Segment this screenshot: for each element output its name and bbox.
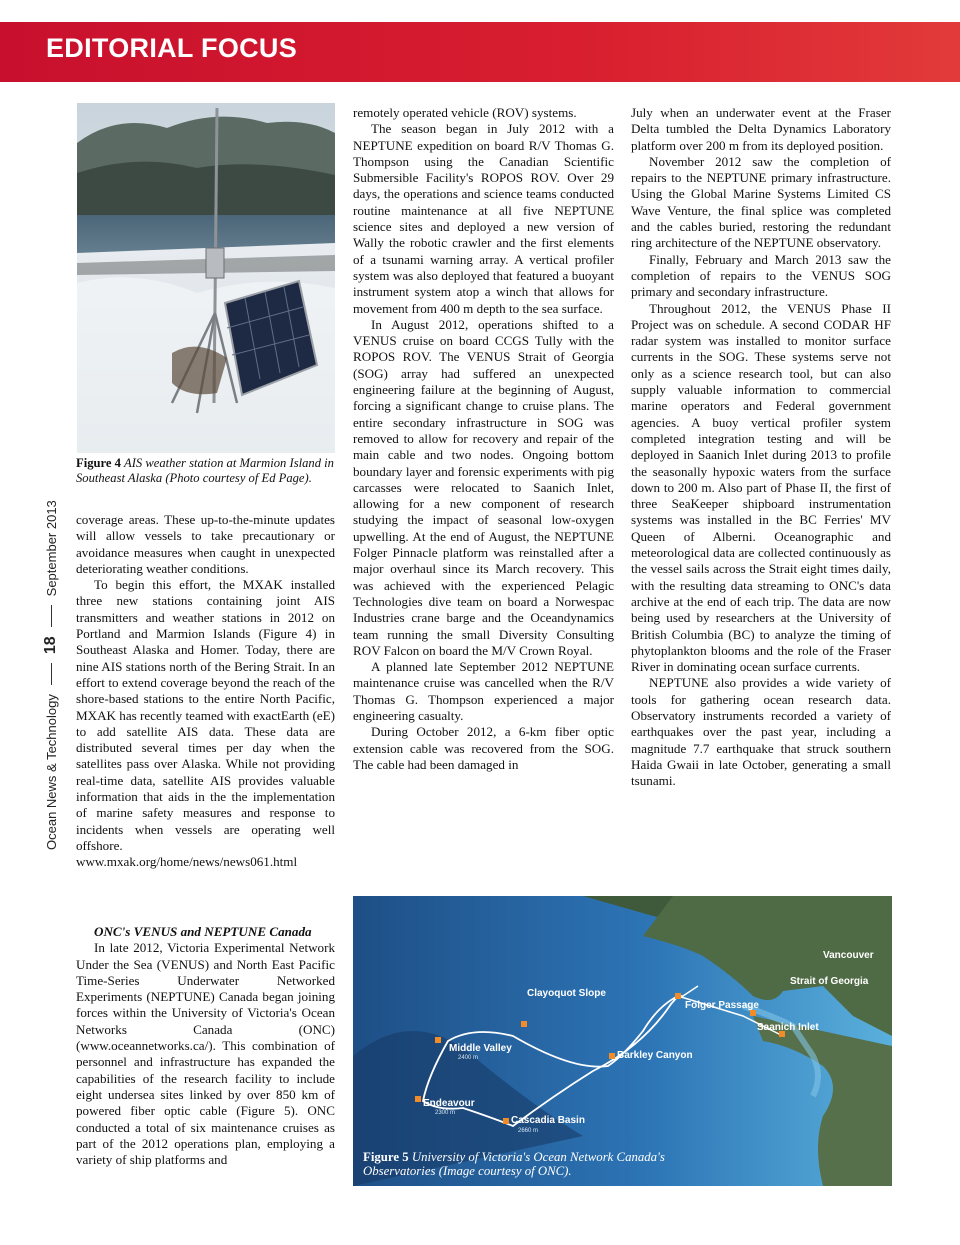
figure-4-caption-text: AIS weather station at Marmion Island in Southeast Alaska (Photo courtesy of Ed Page). (76, 456, 334, 485)
figure-5-map (353, 896, 892, 1186)
section-title: ONC's VENUS and NEPTUNE Canada (94, 924, 312, 939)
figure-4-caption (76, 456, 335, 485)
section-header-title: EDITORIAL FOCUS (46, 33, 298, 63)
figure-5-caption-text: University of Victoria's Ocean Network Canada's Observatories (Image courtesy of ONC). (363, 1150, 665, 1178)
paragraph: The season began in July 2012 with a NEPTUNE expedition on board R/V Thomas G. Thompson using the Canadian Scientific Submersible Facility's ROPOS ROV. Over 29 days, the operations and science teams conducted routine maintenance at all five NEPTUNE science sites and deployed a new version of Wally the robotic crawler and the first elements of a tsunami warning array. A vertical profiler system was also deployed that featured a buoyant instrument system atop a winch that allows for movement from 400 m depth to the sea surface. (353, 121, 614, 316)
paragraph: During October 2012, a 6-km fiber optic extension cable was recovered from the SOG. The cable had been damaged in (353, 724, 614, 772)
map-label-barkley: Barkley Canyon (617, 1050, 693, 1061)
paragraph: July when an underwater event at the Fraser Delta tumbled the Delta Dynamics Laboratory platform over 200 m from its deployed position. (631, 105, 891, 153)
paragraph: In August 2012, operations shifted to a VENUS cruise on board CCGS Tully with the ROPOS ROV. The VENUS Strait of Georgia (SOG) array had suffered an unexpected engineering failure at the beginning of August, forcing a significant change to cruise plans. The entire secondary infrastructure in SOG was removed to allow for recovery and repair of the main cable and two nodes. Ongoing bottom boundary layer and forensic experiments with pig carcasses were relocated to Saanich Inlet, allowing for a new component of research studying the impact of seasonal low-oxygen upwelling. At the end of August, the NEPTUNE Folger Pinnacle platform was reinstalled after a major overhaul since its March recovery. This was achieved with the experienced Pelagic Technologies dive team on board a Norwespac Industries crane barge and the Oceandynamics team running the small Diversity Consulting ROV Falcon on board the M/V Crown Royal. (353, 316, 614, 658)
paragraph: To begin this effort, the MXAK installed three new stations containing joint AIS transmitters and weather stations in 2012 on Portland and Marmion Islands (Figure 4) in Southeast Alaska and Homer. Today, there are nine AIS stations north of the Bering Strait. In an effort to extend coverage beyond the reach of the shore-based stations to the entire North Pacific, MXAK has recently teamed with exactEarth (eE) to add satellite AIS data. These data are distributed several times per day when the satellites pass over Alaska. While not providing real-time data, satellite AIS provides valuable information that aids in the the implementation of marine safety measures and response to incidents when vessels are operating well offshore. www.mxak.org/home/news/news061.html (76, 577, 335, 870)
paragraph: In late 2012, Victoria Experimental Network Under the Sea (VENUS) and North East Pacific Time-Series Underwater Networked Experiments (NEPTUNE) Canada began joining forces within the University of Victoria's Ocean Networks Canada (ONC) (www.oceannetworks.ca/). This combination of personnel and infrastructure has expanded the capabilities of the research facility to include eight undersea sites linked by over 850 km of powered fiber optic cable (Figure 5). ONC conducted a total of six maintenance cruises as part of the 2012 operations plan, employing a variety of ship platforms and (76, 940, 335, 1168)
divider (51, 663, 52, 685)
issue-date: September 2013 (43, 500, 59, 597)
paragraph: November 2012 saw the completion of repairs to the NEPTUNE primary infrastructure. Using the Global Marine Systems Limited CS Wave Venture, the final splice was completed and the cables buried, restoring the redundant ring architecture of the NEPTUNE observatory. (631, 153, 891, 251)
map-label-strait: Strait of Georgia (790, 976, 869, 987)
paragraph: remotely operated vehicle (ROV) systems. (353, 105, 577, 120)
paragraph: A planned late September 2012 NEPTUNE maintenance cruise was cancelled when the R/V Thomas G. Thompson experienced a major engineering casualty. (353, 659, 614, 723)
figure-4-photo (77, 103, 335, 453)
paragraph: Finally, February and March 2013 saw the completion of repairs to the VENUS SOG primary and secondary infrastructure. (631, 251, 891, 300)
figure-4-label: Figure 4 (76, 456, 121, 470)
figure-5-caption (363, 1150, 693, 1178)
map-label-saanich: Saanich Inlet (757, 1022, 819, 1033)
weather-station-photo (77, 103, 335, 453)
observatory-map (353, 896, 892, 1186)
paragraph: coverage areas. These up-to-the-minute updates will allow vessels to take precautionary or avoidance measures when caught in unexpected deteriorating weather conditions. (76, 512, 335, 576)
map-label-endeavour: Endeavour (423, 1098, 475, 1109)
map-label-clayoquot: Clayoquot Slope (527, 988, 606, 999)
map-label-cascadia: Cascadia Basin (511, 1115, 585, 1126)
map-depth-cascadia: 2660 m (518, 1128, 539, 1134)
column-1-section (76, 924, 335, 1168)
column-2 (353, 105, 614, 773)
map-label-middle-valley: Middle Valley (449, 1043, 512, 1054)
map-label-folger: Folger Passage (685, 1000, 759, 1011)
side-running-footer (42, 500, 60, 850)
page-number: 18 (42, 636, 59, 655)
map-depth-endeavour: 2300 m (435, 1110, 456, 1116)
column-3 (631, 105, 891, 789)
map-depth-middle-valley: 2400 m (458, 1055, 479, 1061)
paragraph: Throughout 2012, the VENUS Phase II Project was on schedule. A second CODAR HF radar system was installed to monitor surface currents in the SOG. These systems serve not only as a science research tool, but can also supply valuable information to commercial marine operators and Federal government agencies. A buoy vertical profiler system completed integration testing and will be deployed in Saanich Inlet during 2013 to profile the seasonally hypoxic waters from the surface down to 200 m. Also part of Phase II, the first of three SeaKeeper shipboard instrumentation systems was installed in the BC Ferries' MV Queen of Alberni. Oceanographic and meteorological data are collected continuously as the vessel sails across the Strait eight times daily, with the resulting data streaming to ONC's data archive at the end of each trip. The data are now being used by researchers at the University of British Columbia (BC) to analyze the timing of phytoplankton blooms and the role of the Fraser River in dominating ocean surface currents. (631, 300, 891, 675)
publication-name: Ocean News & Technology (43, 694, 59, 850)
column-1 (76, 512, 335, 871)
divider (51, 605, 52, 627)
paragraph: NEPTUNE also provides a wide variety of tools for gathering ocean research data. Observatory instruments recorded a variety of earthquakes over the past year, including a magnitude 7.7 earthquake that struck southern Haida Gwaii in late October, generating a small tsunami. (631, 675, 891, 789)
map-label-vancouver: Vancouver (823, 950, 874, 961)
figure-5-label: Figure 5 (363, 1150, 409, 1164)
